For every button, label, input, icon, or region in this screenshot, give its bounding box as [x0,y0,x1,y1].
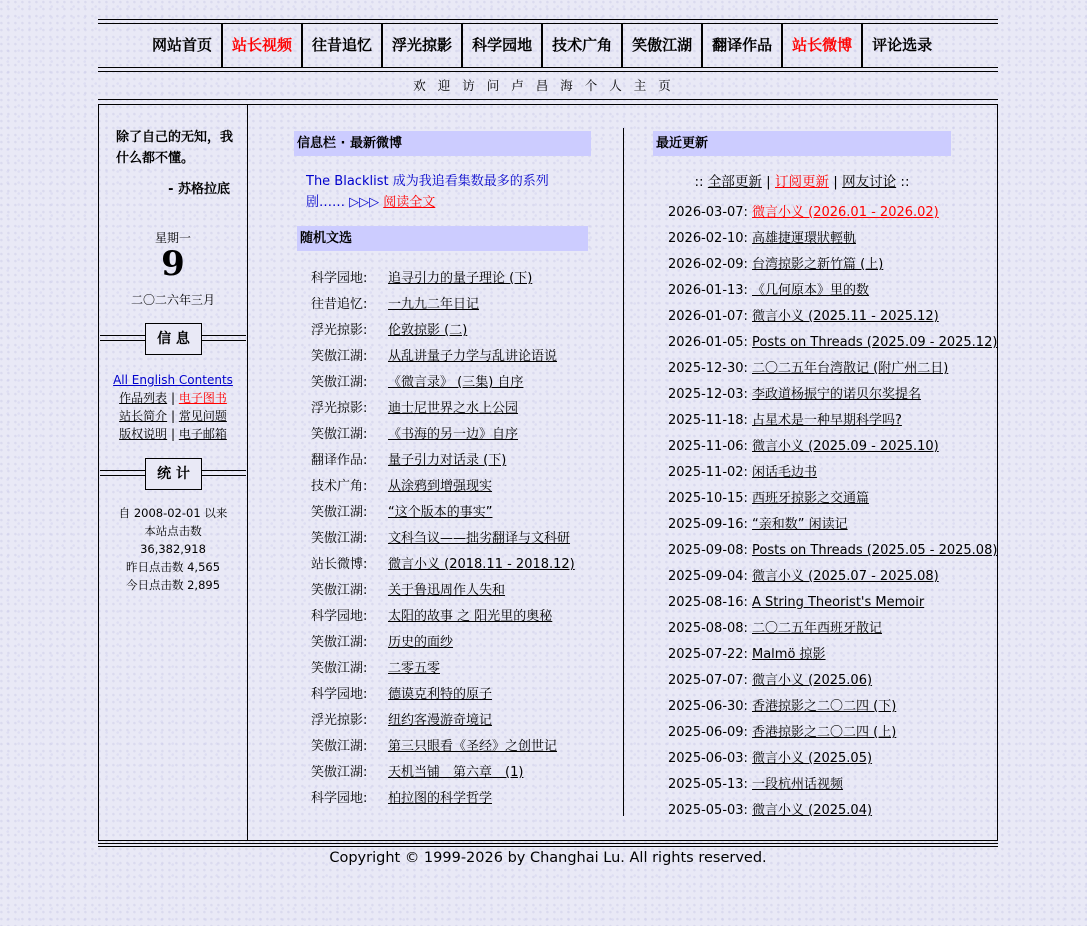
item-category: 浮光掠影: [311,713,368,728]
list-item [311,422,573,448]
list-item [311,578,573,604]
list-item [668,590,933,616]
item-category: 浮光掠影: [311,401,368,416]
item-category: 笑傲江湖: [311,427,368,442]
site-stats: 自 2008-02-01 以来 本站点击数 36,382,918 昨日点击数 4,565 今日点击数 2,895 [99,504,247,594]
item-date: 2025-09-08: [668,543,748,558]
item-date: 2025-09-16: [668,517,748,532]
weibo-latest [306,171,586,213]
item-link[interactable]: 李政道杨振宁的诺贝尔奖提名 [752,387,922,402]
item-link[interactable]: Posts on Threads (2025.05 - 2025.08) [752,543,998,558]
info-section-header [100,323,246,355]
quote-author: - 苏格拉底 [168,182,230,197]
list-item [668,616,933,642]
sidebar-divider [247,104,248,841]
updates-links: :: 全部更新 | 订阅更新 | 网友讨论 :: [694,174,910,190]
list-item [311,370,573,396]
welcome-banner: 欢迎访问卢昌海个人主页 [413,78,683,93]
item-category: 技术广角: [311,479,368,494]
main-nav [143,24,941,67]
date-month: 二〇二六年三月 [130,293,215,307]
stats-title: 统 计 [145,458,202,490]
footer-rule [98,843,998,844]
list-item [311,448,573,474]
item-date: 2025-12-30: [668,361,748,376]
item-link[interactable]: “亲和数” 闲读记 [752,517,848,532]
nav-home[interactable]: 网站首页 [143,24,223,67]
item-link[interactable]: 微言小义 (2025.11 - 2025.12) [752,309,939,324]
welcome-rule [98,99,998,100]
item-category: 浮光掠影: [311,323,368,338]
item-link[interactable]: 微言小义 (2025.09 - 2025.10) [752,439,939,454]
list-item [668,226,933,252]
list-item [668,330,998,356]
info-title: 信 息 [145,323,202,355]
item-date: 2025-06-09: [668,725,748,740]
list-item [311,474,573,500]
footer-rule [98,846,998,847]
item-link[interactable]: Posts on Threads (2025.09 - 2025.12) [752,335,998,350]
list-item [668,382,933,408]
item-category: 笑傲江湖: [311,505,368,520]
total-hits: 36,382,918 [140,542,206,556]
subscribe-link[interactable]: 订阅更新 [775,174,829,190]
list-item [668,408,933,434]
list-item [311,344,573,370]
list-item [311,708,573,734]
item-date: 2026-01-05: [668,335,748,350]
nav-videos[interactable]: 站长视频 [223,24,303,67]
item-category: 笑傲江湖: [311,739,368,754]
item-link[interactable]: 微言小义 (2018.11 - 2018.12) [388,557,575,572]
item-link[interactable]: 一段杭州话视频 [752,777,844,792]
sidebar-quote: 除了自己的无知，我什么都不懂。 [116,130,234,166]
updates-list [668,200,998,824]
item-date: 2025-11-06: [668,439,748,454]
item-link[interactable]: 纽约客漫游奇境记 [388,713,493,728]
item-category: 笑傲江湖: [311,531,368,546]
item-link[interactable]: 量子引力对话录 (下) [388,453,507,468]
item-link[interactable]: 《微言录》 (三集) 自序 [388,375,524,390]
item-link[interactable]: 关于鲁迅周作人失和 [388,583,506,598]
item-link[interactable]: 微言小义 (2025.04) [752,803,873,818]
item-link[interactable]: 德谟克利特的原子 [388,687,493,702]
item-date: 2025-05-03: [668,803,748,818]
link-works[interactable]: 作品列表 [119,391,168,405]
date-day: 9 [161,244,185,284]
item-date: 2025-07-07: [668,673,748,688]
link-faq[interactable]: 常见问题 [178,409,227,423]
item-link[interactable]: 《几何原本》里的数 [752,283,870,298]
item-link[interactable]: 天机当铺 第六章 (1) [388,765,524,780]
item-link[interactable]: 伦敦掠影 (二) [388,323,468,338]
item-category: 笑傲江湖: [311,765,368,780]
list-item [668,434,939,460]
list-item [311,318,573,344]
item-date: 2025-09-04: [668,569,748,584]
item-date: 2025-06-30: [668,699,748,714]
item-link[interactable]: 追寻引力的量子理论 (下) [388,271,533,286]
weibo-text: The Blacklist 成为我追看集数最多的系列剧…… ▷▷▷ [306,174,549,210]
item-category: 往昔追忆: [311,297,368,312]
nav-tech[interactable]: 技术广角 [543,24,623,67]
item-category: 科学园地: [311,609,368,624]
item-link[interactable]: 二零五零 [388,661,441,676]
item-link[interactable]: 台湾掠影之新竹篇 (上) [752,257,884,272]
nav-rule [98,67,998,68]
item-link[interactable]: 微言小义 (2025.07 - 2025.08) [752,569,939,584]
info-links: All English Contents 作品列表 | 电子图书 站长简介 | 常见问题 版权说明 | 电子邮箱 [113,373,233,441]
yesterday-hits: 昨日点击数 4,565 [125,560,221,574]
list-item [668,746,933,772]
item-category: 科学园地: [311,271,368,286]
nav-science[interactable]: 科学园地 [463,24,543,67]
list-item [668,486,933,512]
list-item [311,604,573,630]
list-item [311,266,573,292]
item-link[interactable]: 微言小义 (2025.05) [752,751,873,766]
item-link[interactable]: 一九九二年日记 [388,297,480,312]
item-date: 2025-07-22: [668,647,748,662]
list-item [668,278,933,304]
item-link[interactable]: 第三只眼看《圣经》之创世记 [388,739,558,754]
weibo-header: 信息栏 · 最新微博 [294,131,591,156]
item-category: 站长微博: [311,557,368,572]
item-link[interactable]: 二〇二五年西班牙散记 [752,621,883,636]
item-date: 2026-03-07: [668,205,748,220]
all-updates-link[interactable]: 全部更新 [707,174,762,190]
list-item [668,304,939,330]
item-date: 2025-10-15: [668,491,748,506]
item-date: 2026-02-09: [668,257,748,272]
item-category: 科学园地: [311,687,368,702]
link-about[interactable]: 站长简介 [119,409,168,423]
nav-weibo[interactable]: 站长微博 [783,24,863,67]
date-weekday: 星期一 [154,231,191,245]
updates-header: 最近更新 [653,131,951,156]
list-item [668,642,933,668]
today-hits: 今日点击数 2,895 [125,578,221,592]
item-date: 2025-11-02: [668,465,748,480]
list-item [668,564,939,590]
item-link[interactable]: Malmö 掠影 [752,647,826,662]
item-link[interactable]: 高雄捷運環狀輕軌 [752,231,857,246]
item-link[interactable]: 迪士尼世界之水上公园 [388,401,519,416]
item-link[interactable]: 太阳的故事 之 阳光里的奥秘 [388,609,553,624]
item-link[interactable]: 从涂鸦到增强现实 [388,479,493,494]
list-item [311,656,573,682]
item-category: 笑傲江湖: [311,375,368,390]
nav-comments[interactable]: 评论选录 [872,36,933,54]
list-item [668,798,933,824]
list-item [668,460,933,486]
nav-essays[interactable]: 笑傲江湖 [623,24,703,67]
item-link[interactable]: 微言小义 (2025.06) [752,673,873,688]
item-date: 2026-02-10: [668,231,748,246]
list-item [668,772,933,798]
item-category: 科学园地: [311,791,368,806]
item-link[interactable]: “这个版本的事实” [388,505,493,520]
item-link[interactable]: 文科刍议——拙劣翻译与文科研 [388,531,571,546]
nav-travel[interactable]: 浮光掠影 [383,24,463,67]
column-divider [623,128,624,816]
item-link[interactable]: 西班牙掠影之交通篇 [752,491,870,506]
list-item [668,200,939,226]
list-item [668,538,998,564]
item-date: 2025-05-13: [668,777,748,792]
list-item [668,668,933,694]
item-link[interactable]: 二〇二五年台湾散记 (附广州二日) [752,361,949,376]
list-item [311,786,573,812]
list-item [668,720,933,746]
list-item [311,526,573,552]
item-link[interactable]: 香港掠影之二〇二四 (上) [752,725,897,740]
item-date: 2026-01-13: [668,283,748,298]
random-list [311,266,573,812]
item-category: 笑傲江湖: [311,635,368,650]
list-item [668,356,949,382]
list-item [311,630,573,656]
item-link[interactable]: 《书海的另一边》自序 [388,427,519,442]
link-copyright[interactable]: 版权说明 [119,427,168,441]
item-date: 2025-06-03: [668,751,748,766]
nav-translations[interactable]: 翻译作品 [703,24,783,67]
list-item [668,252,933,278]
link-email[interactable]: 电子邮箱 [178,427,227,441]
nav-rule [98,71,998,72]
item-link[interactable]: 微言小义 (2026.01 - 2026.02) [752,205,939,220]
link-ebooks[interactable]: 电子图书 [178,391,227,405]
list-item [311,760,573,786]
item-date: 2025-08-08: [668,621,748,636]
copyright: Copyright © 1999-2026 by Changhai Lu. All rights reserved. [329,850,767,866]
item-link[interactable]: 香港掠影之二〇二四 (下) [752,699,897,714]
read-more-link[interactable]: 阅读全文 [383,195,436,210]
item-category: 笑傲江湖: [311,349,368,364]
item-category: 笑傲江湖: [311,661,368,676]
discussion-link[interactable]: 网友讨论 [842,174,897,190]
stats-section-header [100,458,246,490]
nav-memories[interactable]: 往昔追忆 [303,24,383,67]
list-item [311,682,573,708]
item-link[interactable]: A String Theorist's Memoir [752,595,925,610]
item-date: 2025-11-18: [668,413,748,428]
item-link[interactable]: 占星术是一种早期科学吗? [752,413,902,428]
item-date: 2025-08-16: [668,595,748,610]
item-category: 笑傲江湖: [311,583,368,598]
list-item [668,694,933,720]
list-item [311,734,573,760]
item-link[interactable]: 闲话毛边书 [752,465,818,480]
list-item [311,292,573,318]
item-link[interactable]: 历史的面纱 [388,635,454,650]
item-link[interactable]: 柏拉图的科学哲学 [388,791,493,806]
list-item [311,396,573,422]
list-item [311,500,573,526]
item-link[interactable]: 从乱讲量子力学与乱讲论语说 [388,349,558,364]
top-rule [98,19,998,20]
item-category: 翻译作品: [311,453,368,468]
list-item [311,552,573,578]
link-english-contents[interactable]: All English Contents [113,373,233,387]
item-date: 2026-01-07: [668,309,748,324]
item-date: 2025-12-03: [668,387,748,402]
random-header: 随机文选 [297,226,588,251]
list-item [668,512,933,538]
